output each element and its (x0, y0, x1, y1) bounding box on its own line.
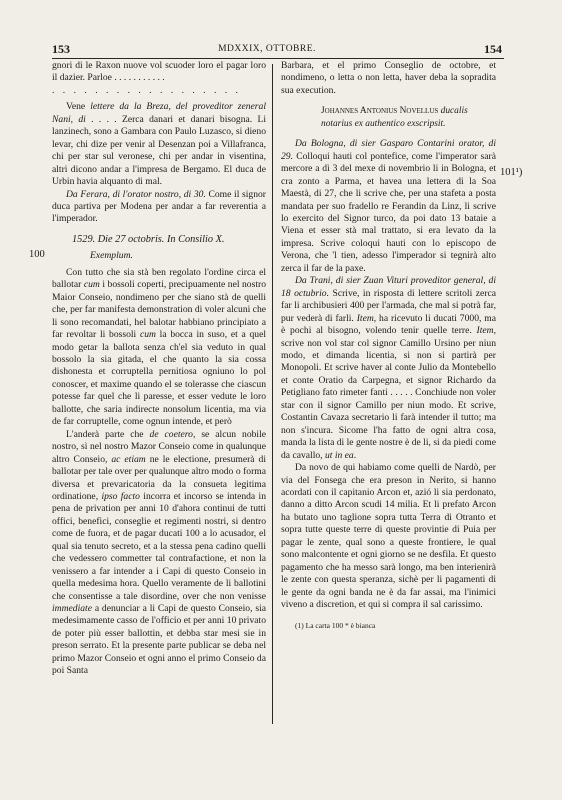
right-column (281, 60, 496, 631)
ellipsis-line: . . . . . . . . . . . . . . . . . . (52, 84, 241, 96)
footnote: (1) La carta 100 * è bianca (295, 621, 376, 631)
paragraph: Da novo de qui habiamo come quelli de Nardò, per via del Fonsega che era preson in Nerito, si hanno acordati con il capitanio Arcon et, azió li sia perdonato, danno a ditto Arcon scudi 14 milia. Et li prefato Arcon ha butato uno taglione sopra tutta Terra di Otranto et sopra tutte queste terre di queste provintie di Puia per pagar le zente, qual sono a queste frontiere, le qual sono malcontente et ogni giorno se ne desfila. Et questo pagamento che ha messo sarà longo, ma ben interienirà le zente con questa speranza, sichè per li pagamenti di le gente da ogni banda ne è da far assai, ma l'inimici viveno a discretion, et qui si compra il sal carissimo. (281, 462, 496, 611)
column-divider (272, 64, 273, 724)
paragraph: Vene lettere da la Breza, del proveditor zeneral Nani, di . . . . Zerca danari et danari bisogna. Li lanzinech, sono a Gambara con Paulo Luzasco, si dieno levar, chi dize per venir al Desenzan poi a Villafranca, chi per star sul veronese, chi per andar in visentina, altri dicono andar a l'impresa de Bergamo. El duca de Urbin havia alquanto di mal. (52, 101, 267, 188)
paragraph: Da Trani, di sier Zuan Vituri proveditor general, di 18 octubrio. Scrive, in risposta di lettere scritoli zerca far li archibusieri 400 per l'armada, che mal si potrà far, pur vederà di farli. Item, ha ricevuto li ducati 7000, ma è pochi al bisogno, volendo tenir quelle terre. Item, scrive non vol star col signor Camillo Ursino per niun modo, et dimanda licentia, si non si partirà per Monopoli. Et scrive haver al conte Julio da Montebello et conte Oratio da Carpegna, et signor Richardo da Petigliano fato rimeter fanti . . . . . Conchiude non voler star con il signor Camillo per niun modo. Et scrive, Costantin Cavaza secretario li farà intender il tutto; ma non s'incura. Sicome l'ha fatto de ogni altra cosa, manda la lista di le gente nostre è de li, si da piedi come da cavallo, ut in ea. (281, 275, 496, 461)
margin-number-left: 100 (29, 249, 45, 260)
header-rule (52, 58, 504, 59)
section-subheading: Exemplum. (90, 250, 133, 262)
running-title: MDXXIX, OTTOBRE. (218, 44, 316, 54)
paragraph: L'anderà parte che de coetero, se alcun nobile nostro, sì nel nostro Mazor Conseio come in qualunque altro Conseio, ac etiam ne le electione, presumerà di ballotar per tale over per qualunque altro modo o forma diversa et prevaricatoria da la consueta legitima ordinatione, ipso facto incorra et incorso se intenda in pena de privation per anni 10 d'ahora continui de tutti offici, benefici, conseglie et regimenti nostri, si dentro come de fuora, et de pagar ducati 100 a lo acusador, el qual sia tenuto secreto, et a la stessa pena cadino quelli che vedessero commetter tal contrafactione, et non la venissero a far intender a i Capi di questo Conseio in quella medesima hora. Quello veramente de li ballotini che consentisse a tale disordine, over che non venisse immediate a denunciar a li Capi de questo Conseio, sia medesimamente casso de l'officio et per anni 10 privato de poter più esser ballottin, et debba star mesi sie in preson serrato. Et la presente parte publicar se deba nel primo Mazor Conseio et ogni anno el primo Conseio da poi Santa (52, 428, 266, 677)
section-heading: 1529. Die 27 octobris. In Consilio X. (72, 233, 225, 245)
page-number-right: 154 (484, 42, 502, 56)
left-column (52, 60, 266, 678)
page-number-left: 153 (52, 42, 70, 56)
page-header (52, 42, 502, 58)
paragraph: Barbara, et el primo Conseglio de octobre, et nondimeno, o letta o non letta, haver deba la sopradita sua execution. (281, 60, 496, 96)
paragraph: gnori di le Raxon nuove vol scuoder loro el pagar loro il dazier. Parloe . . . . . . . . . . . (52, 60, 266, 84)
paragraph: Con tutto che sia stà ben regolato l'ordine circa el ballotar cum i bossoli coperti, precipuamente nel nostro Maior Conseio, nondimeno per che siano stà de quelli che, per far manifesta demonstration di voler alcuni che li sono recomandati, hel balotar habbiano principiato a far revoltar li bossoli cum la bocca in suso, et a quel modo getar la ballota senza ch'el sia veduto in qual bossolo la sia gitada, el che quanto la sia cossa dishonesta et corruptella pernitiosa ogniuno lo pol conoscer, et maxime quando el se tolerasse che ciascun potesse far quel che li paresse, et esser vedute le loro ballotte, che saria indirecte nonsolum licentia, ma via de far corruptelle, come ognun intende, et però (52, 266, 267, 428)
margin-number-right: 101¹) (500, 167, 523, 178)
paragraph: Da Bologna, di sier Gasparo Contarini orator, di 29. Colloqui hauti col pontefice, come l'imperator sarà mercore a dì 3 del mexe di novembrio li in Bologna, et cra zonto a Parma, et havea una lettera di la Soa Maestà, di 27, che li scrive che, per una stafeta a posta mandata per suo fradello re Ferandin da Linz, li scrive lo exercito del Signor turco, da poi dato 13 bataie a Viena et esser stà mal trattato, si era levato da la impresa. Scrive coloqui hauti con lo episcopo de Verona, che 'l tien, adesso l'imperador si tegnirà alto zerca il far de la paxe. (281, 138, 496, 274)
signature: Johannes Antonius Novellus ducalis notarius ex authentico exscripsit. (321, 106, 468, 129)
paragraph: Da Ferara, di l'orator nostro, di 30. Come il signor duca partiva per Modena per andar a far reverentia a l'imperador. (52, 188, 266, 225)
